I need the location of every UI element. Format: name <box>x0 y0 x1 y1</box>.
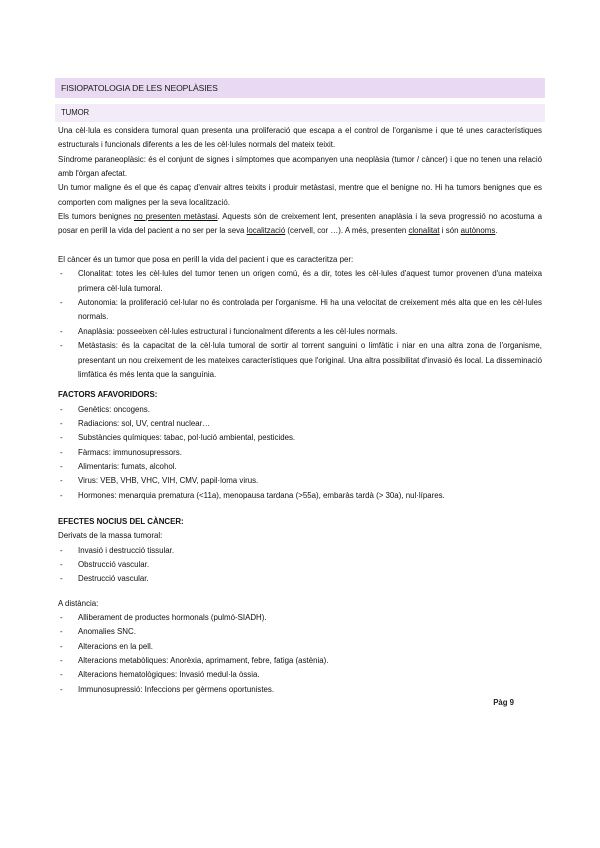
text-span: i són <box>439 226 461 236</box>
subsection-title-bar <box>55 104 545 122</box>
text-span: . Aquests són de creixement lent, presenten anaplàsia i la seva progressió no acostuma a posar en perill la vida del pacient a no ser per la seva <box>58 212 542 236</box>
section-title-bar <box>55 78 545 98</box>
effects-heading: EFECTES NOCIUS DEL CÀNCER: <box>58 516 184 526</box>
intro-paragraph-4 <box>58 210 542 239</box>
underlined-text: no presenten metàstasi <box>134 212 218 222</box>
page-number: Pàg 9 <box>493 698 514 707</box>
intro-paragraph-3: Un tumor maligne és el que és capaç d'envair altres teixits i produir metàstasi, mentre que el benigne no. Hi ha tumors benignes que es comporten com malignes per la seva localització. <box>58 183 542 207</box>
text-span: Els tumors benignes <box>58 212 134 222</box>
factors-list <box>58 403 542 503</box>
document-body <box>58 124 542 697</box>
underlined-text: localització <box>246 226 286 236</box>
list-item: - Destrucció vascular. <box>58 572 542 586</box>
list-item: - Alteracions metabòliques: Anorèxia, aprimament, febre, fatiga (astènia). <box>58 654 542 668</box>
list-item: - Immunosupressió: Infeccions per gèrmens oportunistes. <box>58 683 542 697</box>
subsection-title: TUMOR <box>61 108 90 117</box>
list-item: - Alimentaris: fumats, alcohol. <box>58 460 542 474</box>
list-item: - Radiacions: sol, UV, central nuclear… <box>58 417 542 431</box>
list-item: - Alliberament de productes hormonals (pulmó-SIADH). <box>58 611 542 625</box>
section-title: FISIOPATOLOGIA DE LES NEOPLÀSIES <box>61 83 218 93</box>
list-item: - Autonomia: la proliferació cel·lular no és controlada per l'organisme. Hi ha una velocitat de creixement més alta que en les cèl·lules normals. <box>58 296 542 325</box>
distance-effects-list <box>58 611 542 697</box>
list-item: - Invasió i destrucció tissular. <box>58 544 542 558</box>
list-item: - Anaplàsia: posseeixen cèl·lules estructural i funcionalment diferents a les cèl·lules normals. <box>58 325 542 339</box>
list-item: - Virus: VEB, VHB, VHC, VIH, CMV, papil·loma virus. <box>58 474 542 488</box>
list-item: - Alteracions en la pell. <box>58 640 542 654</box>
tumor-mass-heading: Derivats de la massa tumoral: <box>58 531 163 541</box>
underlined-text: clonalitat <box>408 226 440 236</box>
intro-paragraph-2: Síndrome paraneoplàsic: és el conjunt de signes i símptomes que acompanyen una neoplàsia (tumor / càncer) i que no tenen una relació amb l'òrgan afectat. <box>58 154 542 179</box>
tumor-mass-list <box>58 544 542 587</box>
underlined-text: autònoms <box>460 226 496 236</box>
list-item: - Fàrmacs: immunosupressors. <box>58 446 542 460</box>
distance-heading: A distància: <box>58 598 99 608</box>
list-item: - Metàstasis: és la capacitat de la cèl·lula tumoral de sortir al torrent sanguini o limfàtic i niar en una altra zona de l'organisme, presentant un nou creixement de les mateixes característiques que l'original. Una altra possibilitat d'invasió és local. La disseminació limfàtica és més lenta que la sanguínia. <box>58 339 542 382</box>
list-item: - Substàncies químiques: tabac, pol·lució ambiental, pesticides. <box>58 431 542 445</box>
list-item: - Clonalitat: totes les cèl·lules del tumor tenen un origen comú, és a dir, totes les cèl·lules d'aquest tumor provenen d'una mateixa primera cèl·lula tumoral. <box>58 267 542 296</box>
list-item: - Anomalies SNC. <box>58 625 542 639</box>
list-item: - Alteracions hematològiques: Invasió medul·la òssia. <box>58 668 542 682</box>
text-span: (cervell, cor …). A més, presenten <box>285 226 409 236</box>
list-item: - Genètics: oncogens. <box>58 403 542 417</box>
cancer-characteristics-list <box>58 267 542 382</box>
factors-heading: FACTORS AFAVORIDORS: <box>58 390 158 400</box>
intro-paragraph-1: Una cèl·lula es considera tumoral quan presenta una proliferació que escapa a el control de l'organisme i que té unes característiques estructurals i funcionals diferents a les de les cèl·lules normals del mateix teixit. <box>58 126 542 150</box>
cancer-lead: El càncer és un tumor que posa en perill la vida del pacient i que es caracteritza per: <box>58 255 354 265</box>
list-item: - Obstrucció vascular. <box>58 558 542 572</box>
list-item: - Hormones: menarquia prematura (<11a), menopausa tardana (>55a), embaràs tardà (> 30a), nul·lípares. <box>58 489 542 503</box>
text-span: . <box>495 226 498 236</box>
